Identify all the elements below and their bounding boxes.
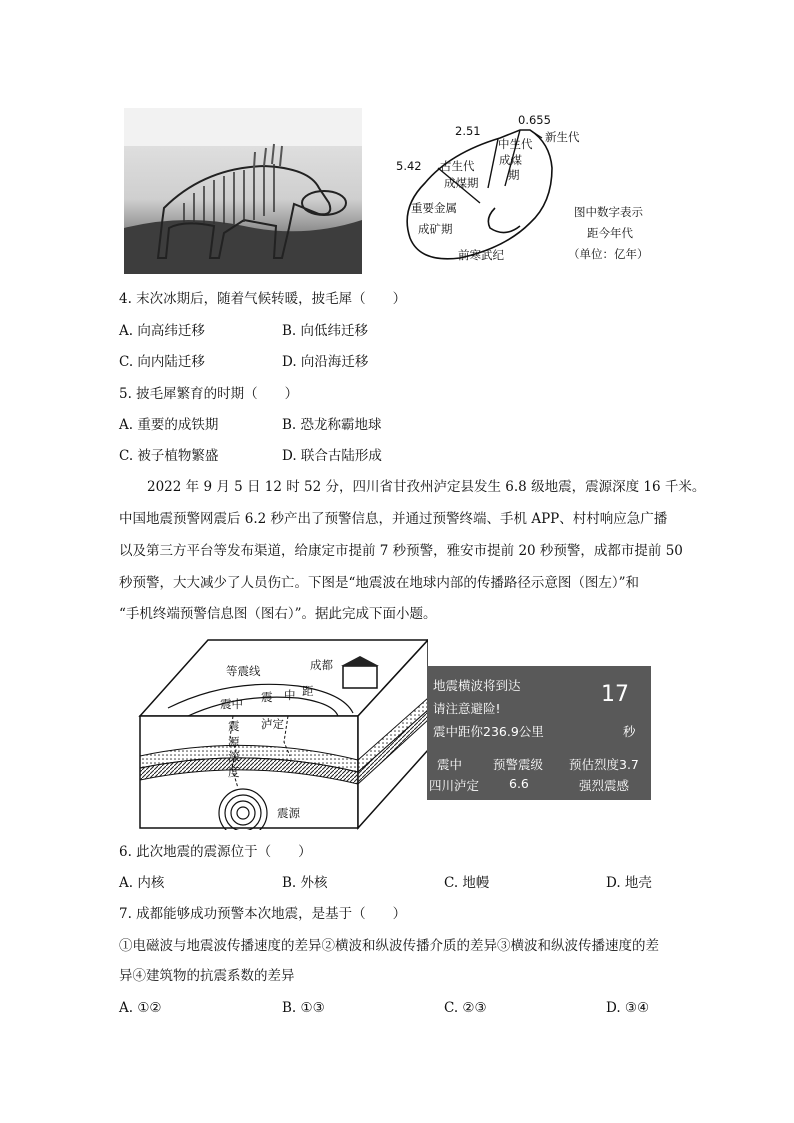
q6-option-c[interactable]: C. 地幔 <box>444 875 490 891</box>
woolly-rhino-skeleton-photo <box>124 108 362 274</box>
warning-line-2: 请注意避险! <box>433 701 501 716</box>
q7-statements-line-2: 异④建筑物的抗震系数的差异 <box>119 968 295 984</box>
era-cenozoic: 新生代 <box>545 130 580 144</box>
passage-line-5: “手机终端预警信息图（图右）”。据此完成下面小题。 <box>119 606 437 622</box>
q7-statements-line-1: ①电磁波与地震波传播速度的差异②横波和纵波传播介质的差异③横波和纵波传播速度的差 <box>119 938 659 954</box>
note-line-2: 距今年代 <box>587 226 633 240</box>
phone-warning-panel <box>427 666 651 800</box>
label-depth-2: 源 <box>228 735 240 749</box>
label-depth-1: 震 <box>228 719 240 733</box>
q7-option-b[interactable]: B. ①③ <box>282 1000 325 1016</box>
passage-line-3: 以及第三方平台等发布渠道，给康定市提前 7 秒预警，雅安市提前 20 秒预警，成都市提前 50 <box>119 543 683 559</box>
era-metal-b: 成矿期 <box>418 222 453 236</box>
value-magnitude: 6.6 <box>509 776 529 791</box>
label-depth-3: 深 <box>228 750 240 764</box>
age-label-0655: 0.655 <box>518 113 551 127</box>
era-coal-period-2a: 成煤 <box>499 153 522 167</box>
q4-option-c[interactable]: C. 向内陆迁移 <box>119 354 205 370</box>
passage-line-2: 中国地震预警网震后 6.2 秒产出了预警信息，并通过预警终端、手机 APP、村村响应急广播 <box>119 511 668 527</box>
q4-option-a[interactable]: A. 向高纬迁移 <box>119 323 205 339</box>
q6-stem: 6. 此次地震的震源位于（ ） <box>119 844 312 860</box>
q7-stem: 7. 成都能够成功预警本次地震，是基于（ ） <box>119 906 407 922</box>
q5-option-d[interactable]: D. 联合古陆形成 <box>282 448 382 464</box>
value-epicenter: 四川泸定 <box>429 778 480 793</box>
era-metal-a: 重要金属 <box>411 201 457 215</box>
q4-option-b[interactable]: B. 向低纬迁移 <box>282 323 369 339</box>
label-luding: 泸定 <box>261 717 284 731</box>
q5-option-b[interactable]: B. 恐龙称霸地球 <box>282 417 382 433</box>
label-epi-distance-2: 中 <box>284 688 296 702</box>
q4-stem: 4. 末次冰期后，随着气候转暖，披毛犀（ ） <box>119 291 407 307</box>
seismic-wave-block-diagram <box>138 638 428 830</box>
q5-option-c[interactable]: C. 被子植物繁盛 <box>119 448 219 464</box>
label-epicenter: 震中 <box>220 697 243 711</box>
countdown-unit: 秒 <box>623 724 636 739</box>
value-intensity: 强烈震感 <box>579 778 630 793</box>
era-coal-period-1: 成煤期 <box>444 176 479 190</box>
era-precambrian: 前寒武纪 <box>458 248 504 262</box>
q7-option-a[interactable]: A. ①② <box>119 1000 162 1016</box>
q5-option-a[interactable]: A. 重要的成铁期 <box>119 417 219 433</box>
label-epi-distance-1: 震 <box>261 690 273 704</box>
label-epi-distance-3: 距 <box>302 684 314 698</box>
note-line-1: 图中数字表示 <box>574 205 643 219</box>
q6-option-a[interactable]: A. 内核 <box>119 875 165 891</box>
header-intensity: 预估烈度3.7 <box>569 757 639 772</box>
q6-option-b[interactable]: B. 外核 <box>282 875 328 891</box>
passage-line-1: 2022 年 9 月 5 日 12 时 52 分，四川省甘孜州泸定县发生 6.8 级地震，震源深度 16 千米。 <box>147 479 706 495</box>
era-coal-period-2b: 期 <box>508 168 520 182</box>
passage-line-4: 秒预警，大大减少了人员伤亡。下图是“地震波在地球内部的传播路径示意图（图左）”和 <box>119 575 640 591</box>
q6-option-d[interactable]: D. 地壳 <box>606 875 652 891</box>
era-paleozoic: 古生代 <box>440 159 475 173</box>
q7-option-d[interactable]: D. ③④ <box>606 1000 650 1016</box>
label-depth-4: 度 <box>228 765 240 779</box>
warning-line-1: 地震横波将到达 <box>433 678 521 693</box>
q4-option-d[interactable]: D. 向沿海迁移 <box>282 354 369 370</box>
age-label-542: 5.42 <box>396 159 422 173</box>
header-magnitude: 预警震级 <box>493 757 544 772</box>
label-focus: 震源 <box>277 806 300 820</box>
geologic-time-spiral-diagram <box>380 108 680 274</box>
skeleton-illustration <box>124 108 362 274</box>
q7-option-c[interactable]: C. ②③ <box>444 1000 487 1016</box>
header-epicenter: 震中 <box>437 757 463 772</box>
label-isoseismal: 等震线 <box>226 664 261 678</box>
label-chengdu: 成都 <box>310 658 333 672</box>
note-line-3: （单位：亿年） <box>568 247 649 261</box>
countdown-value: 17 <box>601 682 629 707</box>
q5-stem: 5. 披毛犀繁育的时期（ ） <box>119 386 299 402</box>
warning-distance: 震中距你236.9公里 <box>433 724 544 739</box>
era-mesozoic: 中生代 <box>498 137 533 151</box>
age-label-251: 2.51 <box>455 124 481 138</box>
